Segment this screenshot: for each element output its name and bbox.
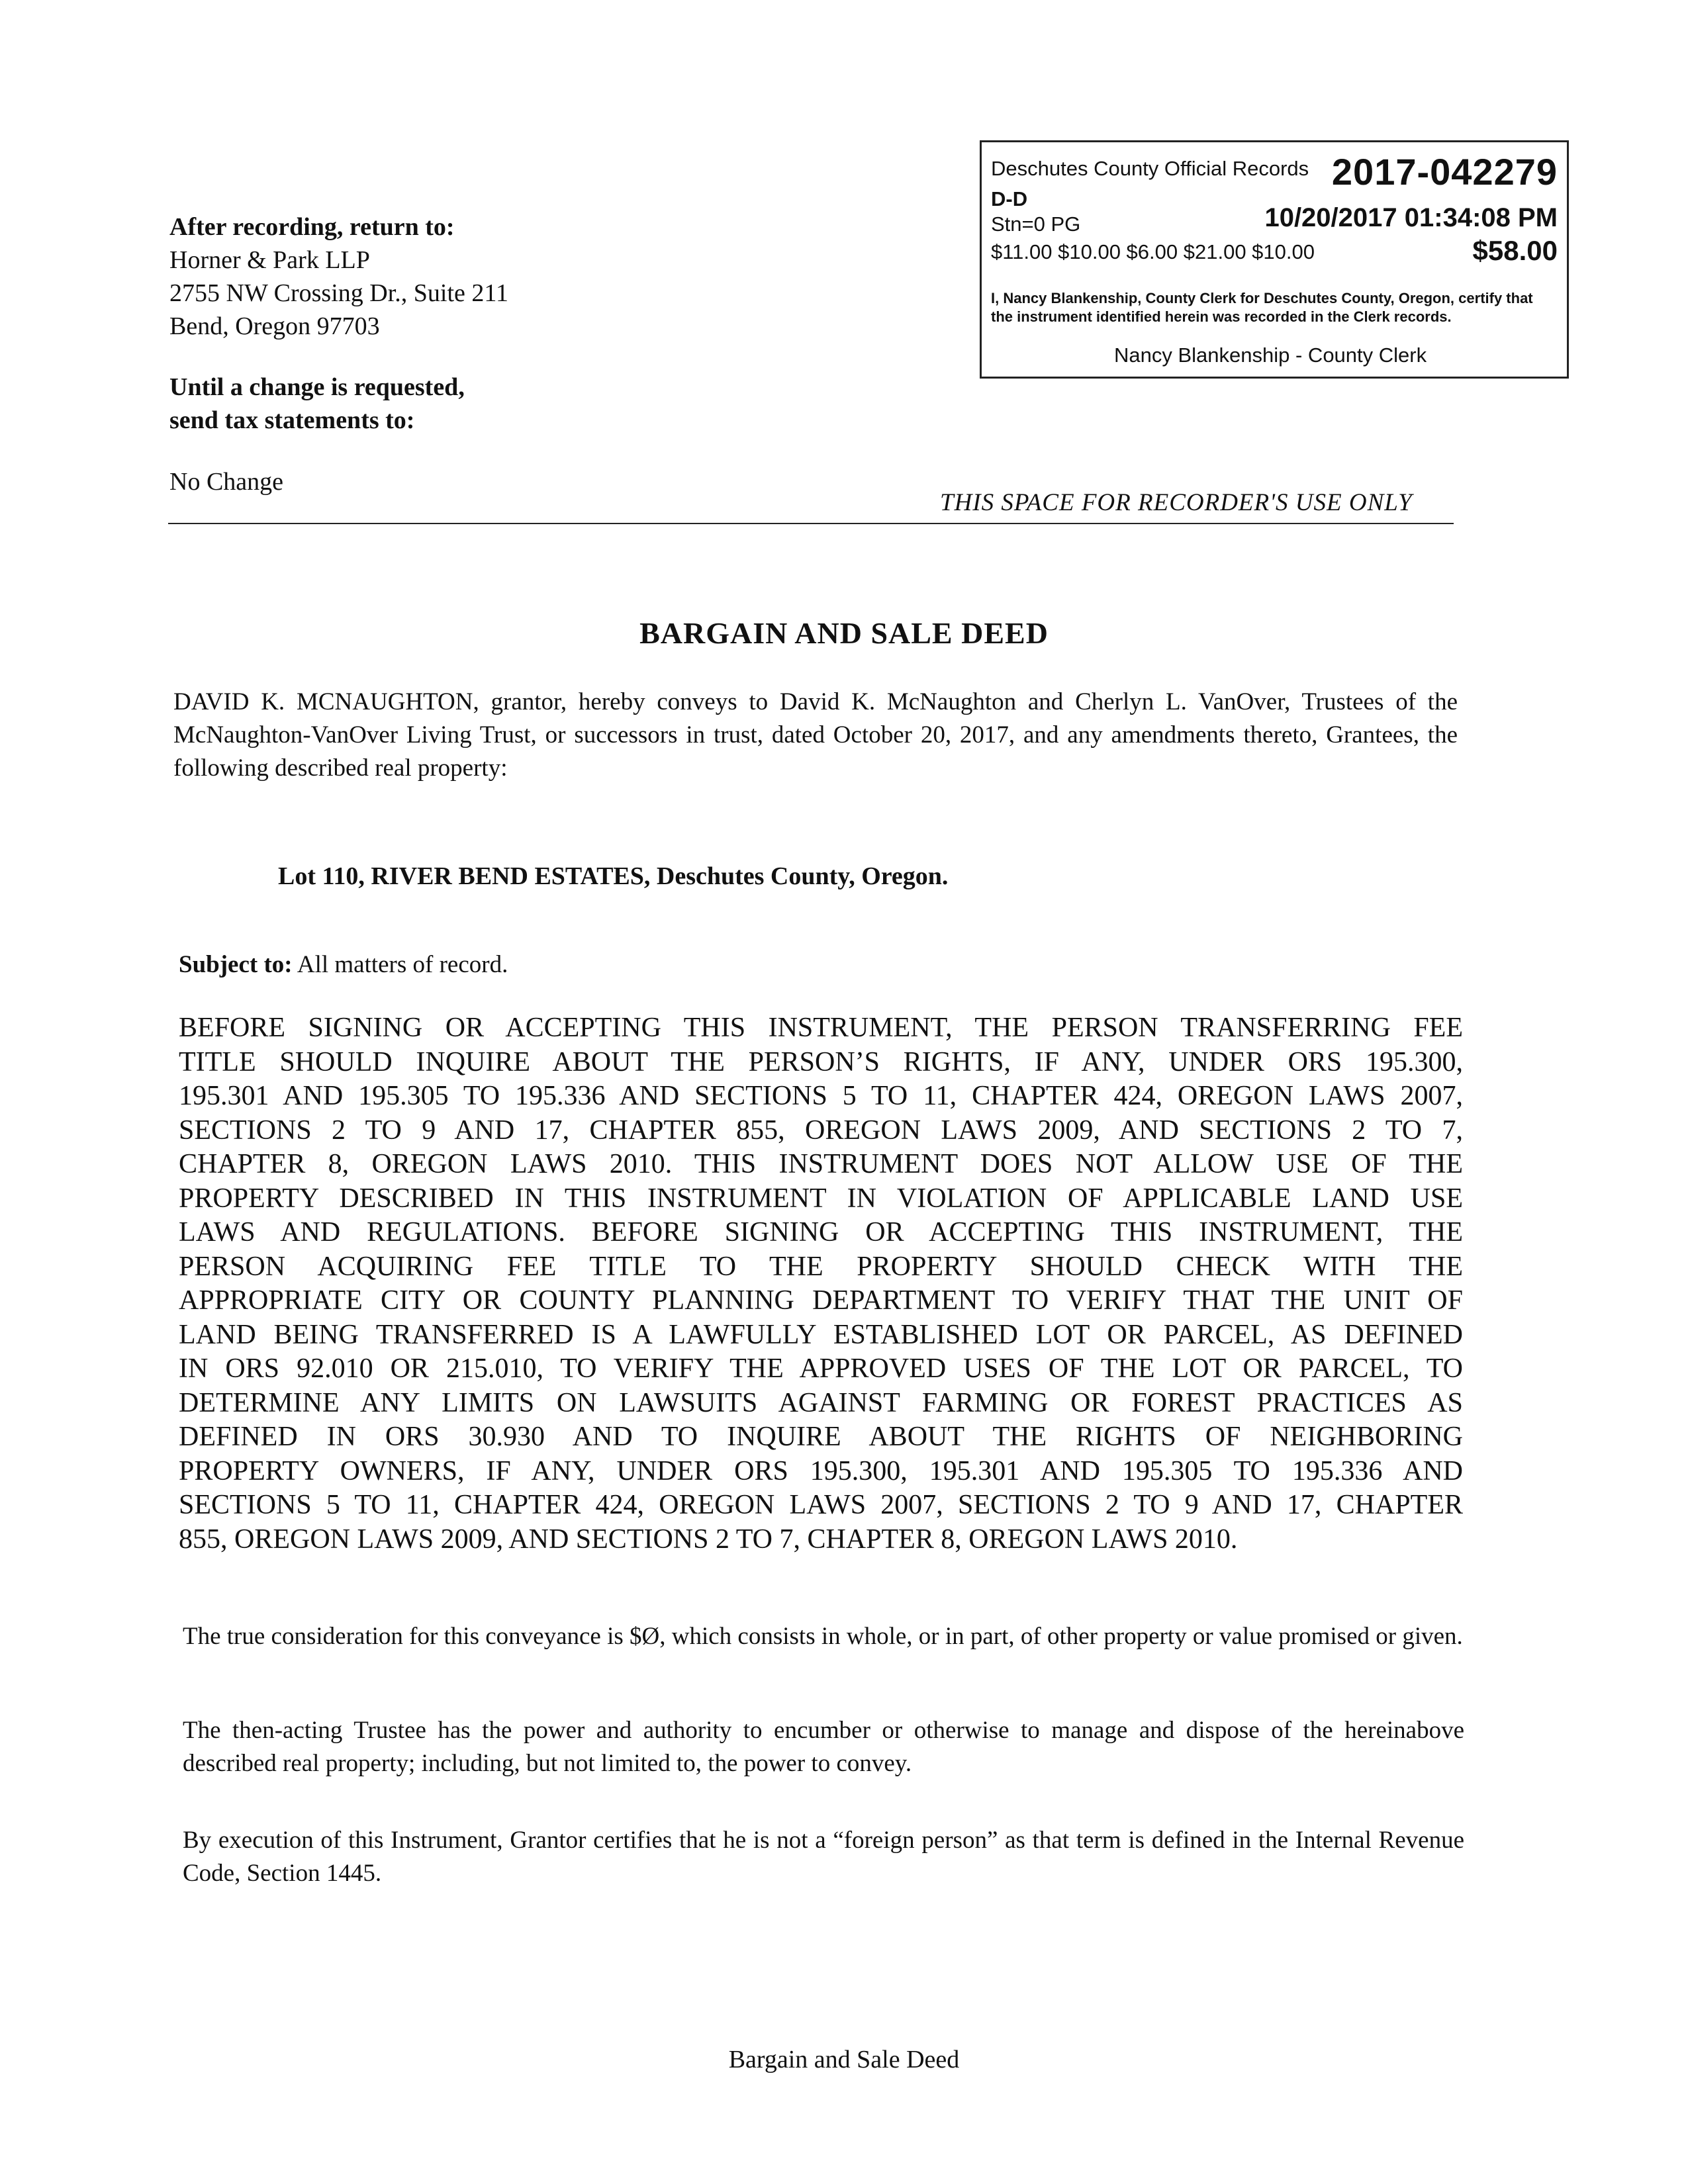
return-to-heading: After recording, return to: [169, 213, 455, 241]
return-to-line: Horner & Park LLP [169, 246, 370, 274]
warning-line: CHAPTER 8, OREGON LAWS 2010. THIS INSTRUMENT DOES NOT ALLOW USE OF THE [179, 1149, 1463, 1179]
tax-statement-heading: send tax statements to: [169, 406, 415, 434]
recorder-use-note: THIS SPACE FOR RECORDER'S USE ONLY [940, 489, 1413, 516]
warning-line: TITLE SHOULD INQUIRE ABOUT THE PERSON’S RIGHTS, IF ANY, UNDER ORS 195.300, [179, 1046, 1463, 1077]
consideration-paragraph: The true consideration for this conveyance is $Ø, which consists in whole, or in part, of other property or value promised or given. [183, 1623, 1463, 1650]
header-divider [168, 523, 1454, 524]
clerk-signature-line: Nancy Blankenship - County Clerk [1114, 343, 1427, 367]
document-title: BARGAIN AND SALE DEED [639, 616, 1049, 650]
warning-line: DETERMINE ANY LIMITS ON LAWSUITS AGAINST FARMING OR FOREST PRACTICES AS [179, 1387, 1463, 1418]
recorder-stamp-box [980, 140, 1569, 379]
warning-line: PROPERTY DESCRIBED IN THIS INSTRUMENT IN VIOLATION OF APPLICABLE LAND USE [179, 1183, 1463, 1214]
official-records-label: Deschutes County Official Records [991, 157, 1309, 180]
warning-line: PERSON ACQUIRING FEE TITLE TO THE PROPERTY SHOULD CHECK WITH THE [179, 1251, 1463, 1282]
trustee-powers-paragraph: The then-acting Trustee has the power and authority to encumber or otherwise to manage and dispose of the hereinabove described real property; including, but not limited to, the power to convey. [183, 1717, 1464, 1777]
document-code: D-D [991, 187, 1028, 210]
return-to-block [169, 210, 633, 343]
warning-line: SECTIONS 2 TO 9 AND 17, CHAPTER 855, OREGON LAWS 2009, AND SECTIONS 2 TO 7, [179, 1115, 1463, 1146]
return-to-line: 2755 NW Crossing Dr., Suite 211 [169, 279, 508, 307]
subject-to-line [179, 950, 508, 979]
warning-line: BEFORE SIGNING OR ACCEPTING THIS INSTRUMENT, THE PERSON TRANSFERRING FEE [179, 1013, 1463, 1043]
tax-statement-value: No Change [169, 468, 284, 496]
warning-line: LAND BEING TRANSFERRED IS A LAWFULLY ESTABLISHED LOT OR PARCEL, AS DEFINED [179, 1319, 1463, 1350]
subject-to-label: Subject to: [179, 951, 293, 978]
record-number: 2017-042279 [1331, 151, 1558, 193]
warning-line: 195.301 AND 195.305 TO 195.336 AND SECTIONS 5 TO 11, CHAPTER 424, OREGON LAWS 2007, [179, 1081, 1463, 1111]
statutory-warning [179, 1011, 1463, 1557]
warning-line: DEFINED IN ORS 30.930 AND TO INQUIRE ABOUT THE RIGHTS OF NEIGHBORING [179, 1422, 1463, 1452]
tax-statement-heading: Until a change is requested, [169, 373, 465, 401]
foreign-person-paragraph: By execution of this Instrument, Grantor certifies that he is not a “foreign person” as that term is defined in the Internal Revenue Code, Section 1445. [183, 1827, 1464, 1887]
warning-line: APPROPRIATE CITY OR COUNTY PLANNING DEPARTMENT TO VERIFY THAT THE UNIT OF [179, 1285, 1463, 1316]
warning-line: SECTIONS 5 TO 11, CHAPTER 424, OREGON LAWS 2007, SECTIONS 2 TO 9 AND 17, CHAPTER [179, 1490, 1463, 1520]
page-footer: Bargain and Sale Deed [728, 2046, 960, 2073]
grant-paragraph: DAVID K. MCNAUGHTON, grantor, hereby conveys to David K. McNaughton and Cherlyn L. VanOver, Trustees of the McNaughton-VanOver Living Trust, or successors in trust, dated October 20, 2017, and any amendments thereto, Grantees, the following described real property: [173, 688, 1458, 782]
warning-line: PROPERTY OWNERS, IF ANY, UNDER ORS 195.300, 195.301 AND 195.305 TO 195.336 AND [179, 1455, 1463, 1486]
subject-to-text: All matters of record. [297, 951, 508, 978]
return-to-line: Bend, Oregon 97703 [169, 312, 380, 340]
warning-line: LAWS AND REGULATIONS. BEFORE SIGNING OR ACCEPTING THIS INSTRUMENT, THE [179, 1217, 1463, 1248]
recording-datetime: 10/20/2017 01:34:08 PM [1264, 203, 1558, 232]
legal-description: Lot 110, RIVER BEND ESTATES, Deschutes County, Oregon. [278, 862, 949, 890]
tax-statement-block [169, 371, 633, 437]
station-code: Stn=0 PG [991, 212, 1081, 236]
clerk-certification: I, Nancy Blankenship, County Clerk for Deschutes County, Oregon, certify that the instrument identified herein was recorded in the Clerk records. [991, 290, 1533, 325]
recording-fees: $11.00 $10.00 $6.00 $21.00 $10.00 [991, 240, 1315, 263]
warning-line: 855, OREGON LAWS 2009, AND SECTIONS 2 TO 7, CHAPTER 8, OREGON LAWS 2010. [179, 1524, 1238, 1555]
recording-total: $58.00 [1472, 235, 1558, 266]
warning-line: IN ORS 92.010 OR 215.010, TO VERIFY THE APPROVED USES OF THE LOT OR PARCEL, TO [179, 1353, 1463, 1384]
